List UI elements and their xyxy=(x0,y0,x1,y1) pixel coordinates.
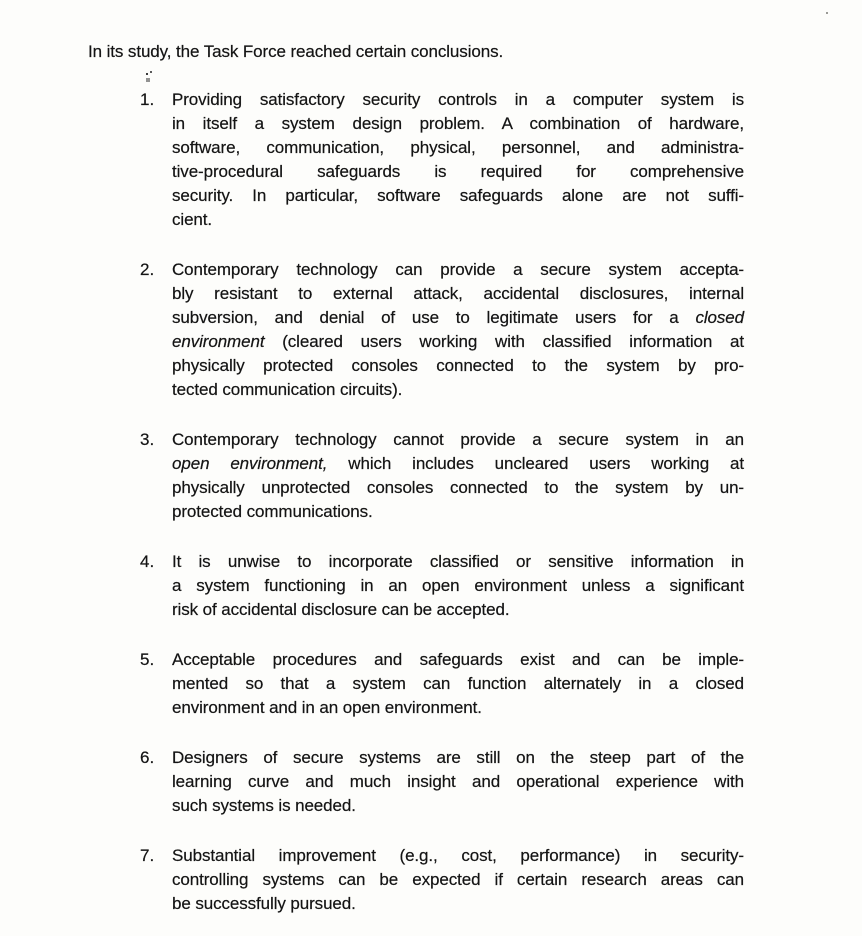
conclusion-line: subversion, and denial of use to legitimate users for a closed xyxy=(172,308,744,327)
item-number: 3. xyxy=(140,430,155,449)
item-body xyxy=(172,648,744,720)
conclusion-line: security. In particular, software safeguards alone are not suffi- xyxy=(172,186,744,205)
conclusion-line: be successfully pursued. xyxy=(172,894,356,913)
conclusion-item xyxy=(140,428,862,524)
conclusion-line: It is unwise to incorporate classified or sensitive information in xyxy=(172,552,744,571)
conclusion-item xyxy=(140,88,862,232)
conclusion-line: tive-procedural safeguards is required for comprehensive xyxy=(172,162,744,181)
item-body xyxy=(172,428,744,524)
item-body xyxy=(172,258,744,402)
conclusion-line: risk of accidental disclosure can be accepted. xyxy=(172,600,510,619)
scan-noise xyxy=(826,12,828,14)
conclusion-item xyxy=(140,258,862,402)
conclusion-line: mented so that a system can function alternately in a closed xyxy=(172,674,744,693)
item-number: 5. xyxy=(140,650,155,669)
conclusion-line: bly resistant to external attack, accidental disclosures, internal xyxy=(172,284,744,303)
conclusion-line: such systems is needed. xyxy=(172,796,356,815)
conclusion-line: software, communication, physical, personnel, and administra- xyxy=(172,138,744,157)
item-body xyxy=(172,844,744,916)
conclusion-line: controlling systems can be expected if certain research areas can xyxy=(172,870,744,889)
conclusion-item xyxy=(140,648,862,720)
scan-noise xyxy=(146,73,148,75)
item-number: 1. xyxy=(140,90,155,109)
item-body xyxy=(172,746,744,818)
conclusion-line: tected communication circuits). xyxy=(172,380,403,399)
conclusion-item xyxy=(140,550,862,622)
conclusion-line: protected communications. xyxy=(172,502,373,521)
item-number: 2. xyxy=(140,260,155,279)
conclusion-item xyxy=(140,844,862,916)
conclusion-line: learning curve and much insight and operational experience with xyxy=(172,772,744,791)
conclusion-line: physically protected consoles connected to the system by pro- xyxy=(172,356,744,375)
item-body xyxy=(172,550,744,622)
conclusion-line: Substantial improvement (e.g., cost, performance) in security- xyxy=(172,846,744,865)
conclusion-line: Acceptable procedures and safeguards exist and can be imple- xyxy=(172,650,744,669)
item-number: 4. xyxy=(140,552,155,571)
conclusion-line: cient. xyxy=(172,210,213,229)
conclusion-line: Contemporary technology cannot provide a secure system in an xyxy=(172,430,744,449)
conclusion-line: Designers of secure systems are still on the steep part of the xyxy=(172,748,744,767)
conclusion-line: environment (cleared users working with classified information at xyxy=(172,332,744,351)
conclusions-list xyxy=(140,88,862,916)
conclusion-line: in itself a system design problem. A combination of hardware, xyxy=(172,114,744,133)
item-body xyxy=(172,88,744,232)
conclusion-line: open environment, which includes uncleared users working at xyxy=(172,454,744,473)
item-number: 7. xyxy=(140,846,155,865)
conclusion-line: physically unprotected consoles connected to the system by un- xyxy=(172,478,744,497)
conclusion-line: environment and in an open environment. xyxy=(172,698,482,717)
item-number: 6. xyxy=(140,748,155,767)
conclusion-line: a system functioning in an open environment unless a significant xyxy=(172,576,744,595)
conclusion-item xyxy=(140,746,862,818)
conclusion-line: Contemporary technology can provide a secure system accepta- xyxy=(172,260,744,279)
conclusion-line: Providing satisfactory security controls in a computer system is xyxy=(172,90,744,109)
intro-paragraph: In its study, the Task Force reached certain conclusions. xyxy=(88,42,504,61)
